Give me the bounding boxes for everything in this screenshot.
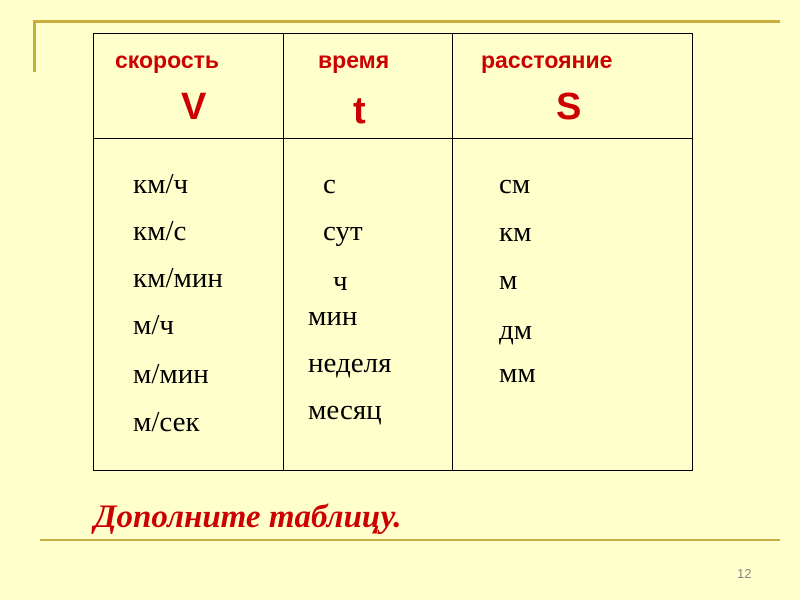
distance-unit-cell: км (499, 216, 532, 248)
distance-unit-cell: дм (499, 314, 533, 346)
header-speed-symbol: V (181, 86, 207, 128)
time-unit-cell: неделя (308, 347, 392, 379)
speed-unit-cell: м/мин (133, 358, 209, 390)
header-divider (94, 138, 692, 139)
distance-unit-cell: м (499, 264, 518, 296)
header-distance-symbol: S (556, 86, 582, 128)
slide-number: 12 (737, 566, 752, 581)
distance-unit-cell: мм (499, 357, 536, 389)
time-unit-cell: месяц (308, 394, 382, 426)
header-time-symbol: t (353, 90, 366, 132)
instruction-text: Дополните таблицу. (94, 499, 402, 535)
speed-unit-cell: км/мин (133, 262, 223, 294)
header-distance-label: расстояние (481, 47, 613, 73)
speed-unit-cell: км/ч (133, 168, 189, 200)
column-divider-2 (452, 34, 453, 470)
speed-unit-cell: км/с (133, 215, 187, 247)
header-time-label: время (318, 47, 390, 73)
header-speed-label: скорость (115, 47, 220, 73)
decorative-left-line (33, 20, 36, 72)
time-unit-cell: сут (323, 215, 363, 247)
time-unit-cell: с (323, 168, 336, 200)
column-divider-1 (283, 34, 284, 470)
distance-unit-cell: см (499, 168, 531, 200)
speed-unit-cell: м/ч (133, 309, 174, 341)
time-unit-cell: ч (333, 265, 348, 297)
units-table (93, 33, 693, 471)
decorative-top-line (35, 20, 780, 23)
time-unit-cell: мин (308, 300, 358, 332)
speed-unit-cell: м/сек (133, 406, 200, 438)
decorative-bottom-line (40, 539, 780, 541)
